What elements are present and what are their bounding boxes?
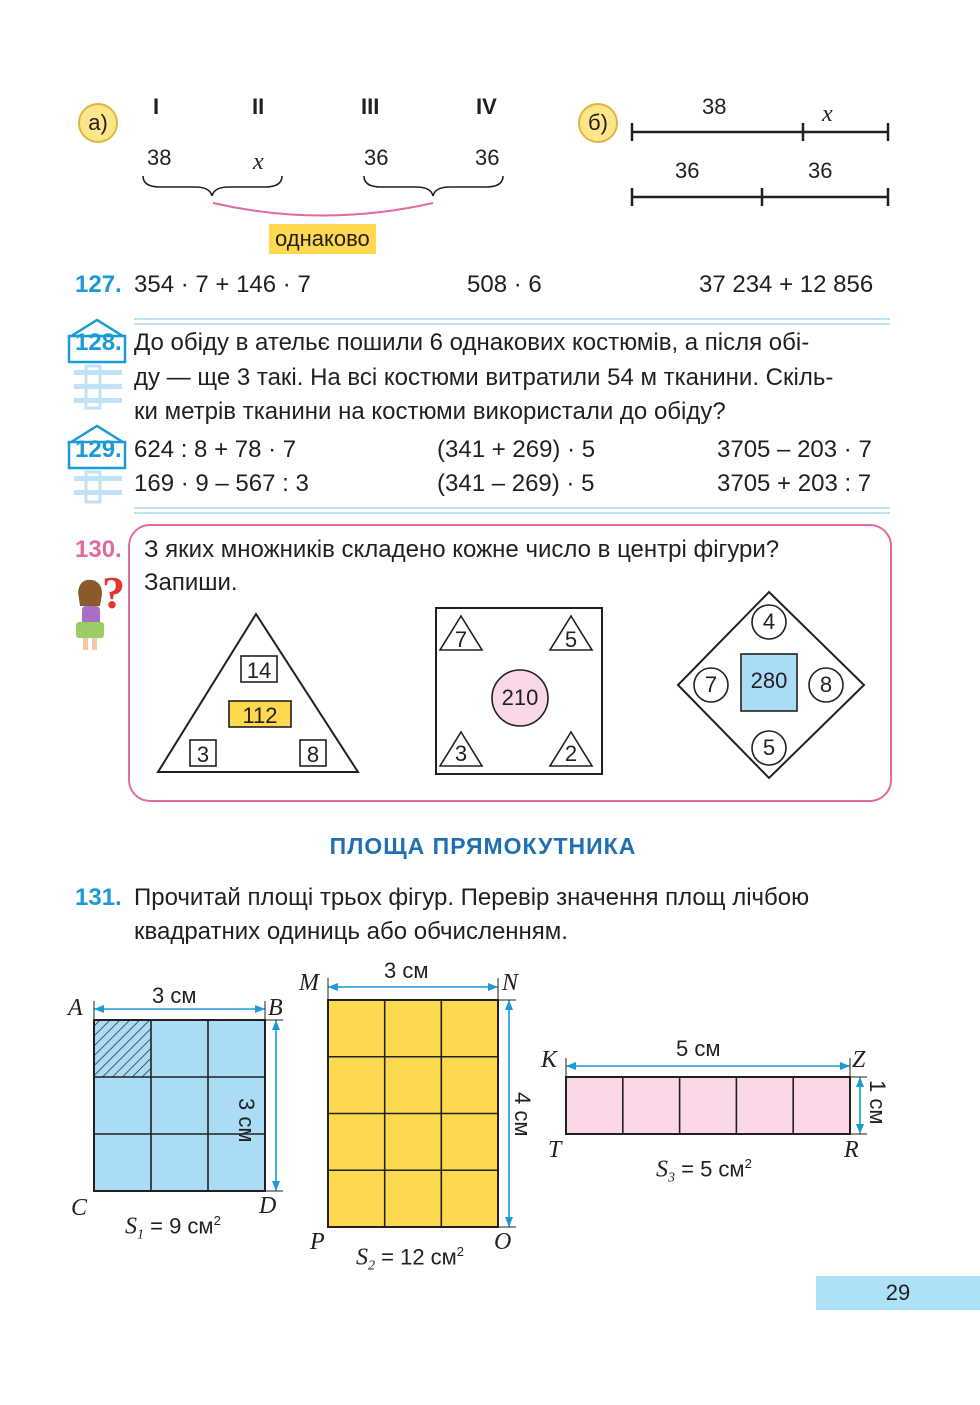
fig2-area-value: = 12 см	[381, 1244, 457, 1270]
expr-129-r1-2: (341 + 269) · 5	[437, 436, 596, 463]
triangle-left-value: 3	[196, 742, 210, 767]
roman-4: IV	[476, 94, 497, 119]
fig2-area-sub: 2	[368, 1258, 375, 1274]
fig3-area	[656, 1148, 752, 1195]
triangle-center-value: 112	[242, 703, 278, 728]
fig2-label-n: N	[502, 970, 519, 996]
fig2-label-o: O	[494, 1229, 512, 1255]
fig3-area-symbol: S	[656, 1156, 668, 1183]
fig3-area-sub: 3	[668, 1170, 675, 1186]
fig2-width-label: 3 см	[384, 958, 429, 983]
task-number-129: 129.	[75, 436, 122, 463]
task-number-128: 128.	[75, 329, 122, 356]
expr-129-r2-2: (341 – 269) · 5	[437, 470, 595, 497]
fig1-label-b: B	[268, 995, 283, 1021]
expr-129-r2-1: 169 · 9 – 567 : 3	[134, 470, 309, 497]
triangle-top-value: 14	[246, 658, 272, 683]
fig3-label-r: R	[844, 1137, 859, 1163]
fig1-label-c: C	[71, 1195, 88, 1221]
triangle-right-value: 8	[306, 742, 320, 767]
fig2-label-m: M	[299, 970, 319, 996]
section-title: ПЛОЩА ПРЯМОКУТНИКА	[329, 833, 637, 859]
rhombus-left-value: 7	[704, 672, 718, 697]
fig3-label-t: T	[548, 1137, 562, 1163]
value-1: 38	[147, 145, 172, 170]
expr-127-3: 37 234 + 12 856	[699, 271, 874, 298]
seg-top-2: x	[822, 101, 833, 127]
task-number-130: 130.	[75, 536, 122, 563]
square-tr-value: 5	[564, 627, 578, 652]
braces-a	[0, 0, 560, 230]
triangle-figure	[150, 610, 370, 780]
rect-mnop-figure	[318, 970, 528, 1235]
fig1-area-sub: 1	[137, 1227, 144, 1243]
fig3-label-k: K	[541, 1047, 558, 1073]
fig2-area-sup: 2	[456, 1244, 465, 1259]
svg-text:?: ?	[102, 567, 125, 618]
ruled-line-3	[134, 507, 890, 509]
task-128-line-3: ки метрів тканини на костюми використали до обіду?	[134, 398, 726, 425]
page-number: 29	[816, 1276, 980, 1310]
fig1-label-d: D	[259, 1193, 277, 1219]
value-4: 36	[475, 145, 500, 170]
fig1-label-a: A	[68, 995, 83, 1021]
task-131-line-2: квадратних одиниць або обчисленням.	[134, 918, 568, 945]
expr-129-r1-3: 3705 – 203 · 7	[717, 436, 872, 463]
fig3-area-sup: 2	[744, 1156, 752, 1171]
square-center-value: 210	[501, 685, 539, 710]
fig1-width-label: 3 см	[152, 983, 197, 1008]
task-130-line-2: Запиши.	[144, 569, 238, 596]
ruled-line-1	[134, 318, 890, 320]
seg-bottom-1: 36	[675, 158, 700, 183]
badge-a: а)	[78, 103, 118, 143]
rect-kztr-figure	[555, 1055, 875, 1140]
value-2: x	[253, 149, 264, 175]
highlight-label: однаково	[269, 224, 376, 254]
seg-bottom-2: 36	[808, 158, 833, 183]
fig2-area	[356, 1236, 464, 1283]
rhombus-right-value: 8	[819, 672, 833, 697]
badge-b: б)	[578, 103, 618, 143]
fig1-height-label: 3 см	[234, 1098, 259, 1143]
task-number-131: 131.	[75, 884, 122, 911]
task-number-127: 127.	[75, 271, 122, 298]
rhombus-bottom-value: 5	[762, 735, 776, 760]
rhombus-center-value: 280	[750, 668, 788, 693]
expr-129-r1-1: 624 : 8 + 78 · 7	[134, 436, 297, 463]
expr-127-1: 354 · 7 + 146 · 7	[134, 271, 311, 298]
fig2-area-symbol: S	[356, 1244, 368, 1271]
task-130-line-1: З яких множників складено кожне число в центрі фігури?	[144, 536, 780, 563]
seg-top-1: 38	[702, 94, 727, 119]
roman-3: III	[361, 94, 380, 119]
expr-127-2: 508 · 6	[467, 271, 542, 298]
fig3-height-label: 1 см	[865, 1080, 890, 1125]
task-131-line-1: Прочитай площі трьох фігур. Перевір значення площ лічбою	[134, 884, 810, 911]
task-128-line-1: До обіду в ательє пошили 6 однакових костюмів, а після обі-	[134, 329, 810, 356]
fig3-area-value: = 5 см	[681, 1156, 745, 1182]
fig3-width-label: 5 см	[676, 1036, 721, 1061]
square-bl-value: 3	[454, 741, 468, 766]
square-br-value: 2	[564, 741, 578, 766]
fig1-area-value: = 9 см	[150, 1213, 214, 1239]
fig3-label-z: Z	[852, 1047, 866, 1073]
segments-b	[620, 115, 900, 215]
girl-question-icon	[70, 566, 130, 658]
ruled-line-4	[134, 512, 890, 514]
task-128-line-2: ду — ще 3 такі. На всі костюми витратили 54 м тканини. Скіль-	[134, 364, 834, 391]
rect-abcd-figure	[85, 995, 300, 1200]
value-3: 36	[364, 145, 389, 170]
fig1-area	[125, 1205, 221, 1252]
fig2-height-label: 4 см	[510, 1092, 535, 1137]
expr-129-r2-3: 3705 + 203 : 7	[717, 470, 872, 497]
roman-1: I	[153, 94, 160, 119]
square-tl-value: 7	[454, 627, 468, 652]
fig1-area-symbol: S	[125, 1213, 137, 1240]
ruled-line-2	[134, 323, 890, 325]
fig1-area-sup: 2	[213, 1213, 221, 1228]
roman-2: II	[252, 94, 265, 119]
fig2-label-p: P	[310, 1229, 325, 1255]
rhombus-top-value: 4	[762, 609, 776, 634]
